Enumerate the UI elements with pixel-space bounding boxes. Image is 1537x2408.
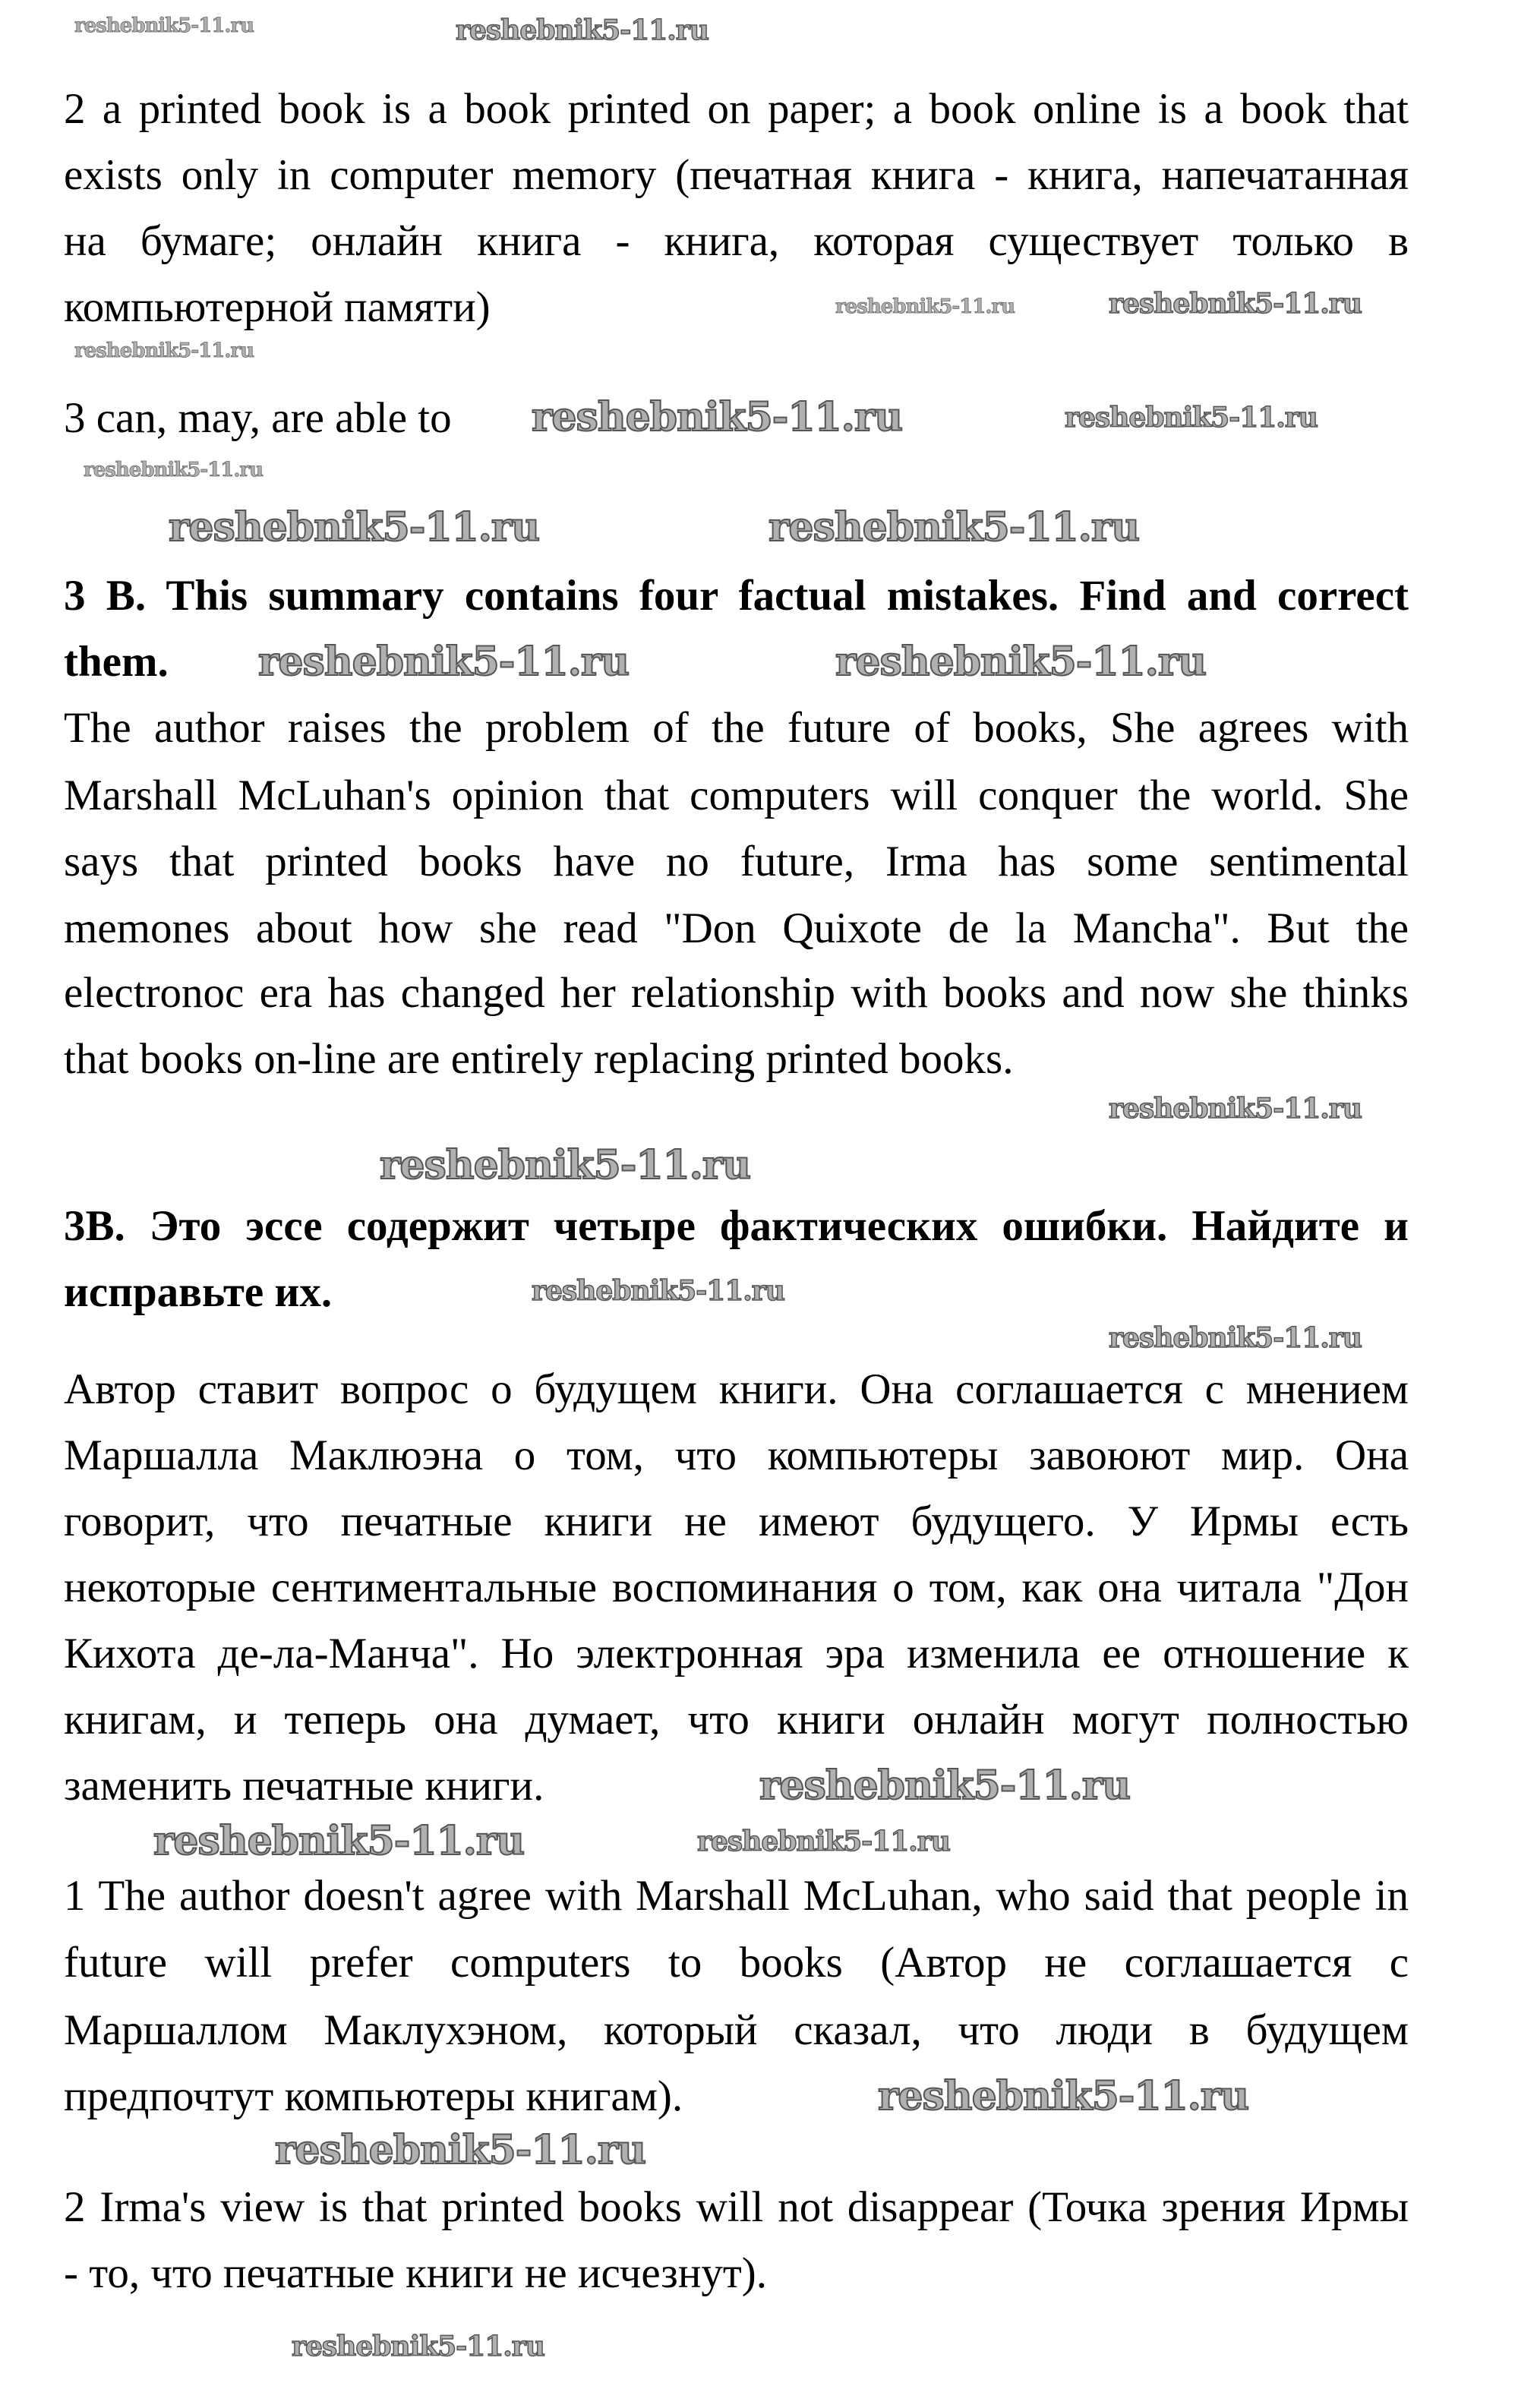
watermark: reshebnik5-11.ru	[74, 339, 254, 362]
watermark: reshebnik5-11.ru	[835, 639, 1207, 685]
watermark: reshebnik5-11.ru	[532, 1275, 784, 1307]
text-line: говорит, что печатные книги не имеют будущего. У Ирмы есть	[64, 1498, 1409, 1545]
watermark: reshebnik5-11.ru	[1109, 1322, 1362, 1354]
text-line: Marshall McLuhan's opinion that computers will conquer the world. She	[64, 772, 1409, 819]
watermark: reshebnik5-11.ru	[380, 1142, 751, 1188]
watermark: reshebnik5-11.ru	[153, 1818, 525, 1864]
watermark: reshebnik5-11.ru	[768, 504, 1140, 551]
task-heading-ru: исправьте их.	[64, 1268, 333, 1316]
text-line: says that printed books have no future, Irma has some sentimental	[64, 838, 1409, 885]
watermark: reshebnik5-11.ru	[169, 504, 540, 551]
text-line: компьютерной памяти)	[64, 283, 491, 331]
text-line: 2 Irma's view is that printed books will not disappear (Точка зрения Ирмы	[64, 2183, 1409, 2231]
task-heading-en: 3 B. This summary contains four factual mistakes. Find and correct	[64, 572, 1409, 620]
text-line: предпочтут компьютеры книгам).	[64, 2072, 683, 2120]
text-line: Кихота де-ла-Манча". Но электронная эра изменила ее отношение к	[64, 1630, 1409, 1677]
text-line: future will prefer computers to books (Автор не соглашается с	[64, 1939, 1409, 1987]
text-line: книгам, и теперь она думает, что книги онлайн могут полностью	[64, 1696, 1409, 1744]
text-line: exists only in computer memory (печатная книга - книга, напечатанная	[64, 151, 1409, 199]
watermark: reshebnik5-11.ru	[1065, 402, 1318, 434]
text-line: 2 a printed book is a book printed on paper; a book online is a book that	[64, 85, 1409, 133]
task-heading-ru: 3B. Это эссе содержит четыре фактических ошибки. Найдите и	[64, 1202, 1409, 1250]
watermark: reshebnik5-11.ru	[1109, 288, 1362, 320]
text-line: на бумаге; онлайн книга - книга, которая существует только в	[64, 217, 1409, 265]
text-line: некоторые сентиментальные воспоминания о том, как она читала "Дон	[64, 1564, 1409, 1611]
watermark: reshebnik5-11.ru	[84, 459, 264, 481]
text-line: Маршалла Маклюэна о том, что компьютеры завоюют мир. Она	[64, 1431, 1409, 1479]
text-line: memones about how she read "Don Quixote de la Mancha". But the	[64, 904, 1409, 952]
text-line: that books on-line are entirely replacing printed books.	[64, 1035, 1014, 1083]
watermark: reshebnik5-11.ru	[456, 14, 709, 46]
text-line: - то, что печатные книги не исчезнут).	[64, 2249, 767, 2297]
text-line: 1 The author doesn't agree with Marshall McLuhan, who said that people in	[64, 1872, 1409, 1920]
text-line: заменить печатные книги.	[64, 1762, 544, 1810]
text-line: electronoc era has changed her relationship with books and now she thinks	[64, 969, 1409, 1017]
watermark: reshebnik5-11.ru	[258, 639, 630, 685]
text-line: The author raises the problem of the future of books, She agrees with	[64, 704, 1409, 752]
watermark: reshebnik5-11.ru	[275, 2127, 646, 2173]
watermark: reshebnik5-11.ru	[74, 14, 254, 37]
text-line: Автор ставит вопрос о будущем книги. Она соглашается с мнением	[64, 1365, 1409, 1413]
watermark: reshebnik5-11.ru	[1109, 1093, 1362, 1125]
watermark: reshebnik5-11.ru	[292, 2331, 544, 2362]
watermark: reshebnik5-11.ru	[878, 2073, 1249, 2119]
task-heading-en: them.	[64, 638, 169, 686]
watermark: reshebnik5-11.ru	[835, 295, 1015, 318]
watermark: reshebnik5-11.ru	[532, 394, 903, 440]
watermark: reshebnik5-11.ru	[697, 1826, 950, 1857]
watermark: reshebnik5-11.ru	[759, 1763, 1131, 1809]
text-line: 3 can, may, are able to	[64, 394, 452, 442]
text-line: Маршаллом Маклухэном, который сказал, что люди в будущем	[64, 2006, 1409, 2054]
